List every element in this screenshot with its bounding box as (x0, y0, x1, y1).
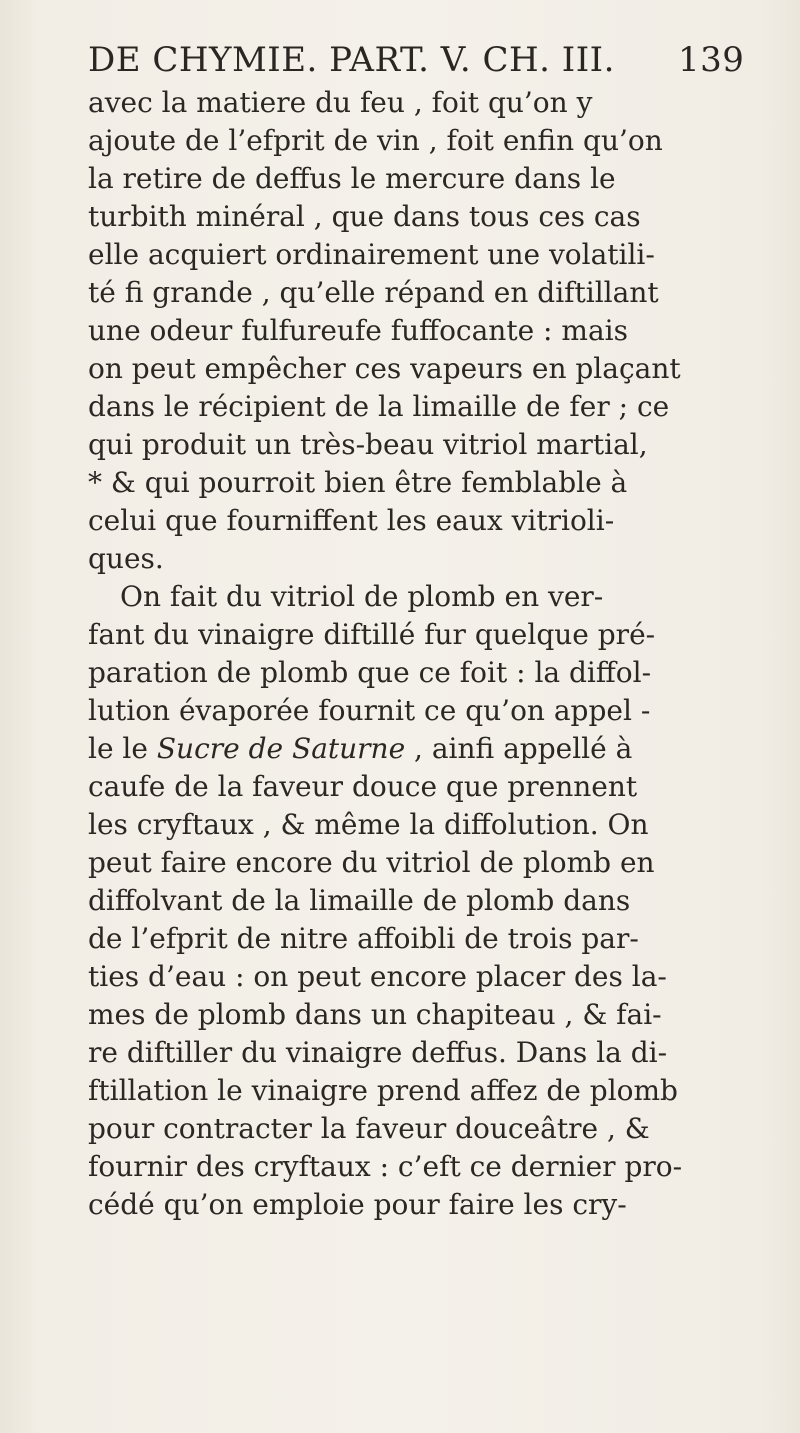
text-line: * & qui pourroit bien être femblable à (88, 466, 628, 499)
text-line: la retire de deffus le mercure dans le (88, 162, 616, 195)
text-line: diffolvant de la limaille de plomb dans (88, 884, 631, 917)
page-number: 139 (678, 40, 745, 80)
text-line: fant du vinaigre diftillé fur quelque pré- (88, 618, 656, 651)
text-line: turbith minéral , que dans tous ces cas (88, 200, 641, 233)
text-line: celui que fourniffent les eaux vitrioli- (88, 504, 615, 537)
text-line: ties d’eau : on peut encore placer des la- (88, 960, 667, 993)
text-line: peut faire encore du vitriol de plomb en (88, 846, 655, 879)
text-line: té fi grande , qu’elle répand en diftillant (88, 276, 659, 309)
text-line: dans le récipient de la limaille de fer ; ce (88, 390, 670, 423)
text-line: elle acquiert ordinairement une volatili- (88, 238, 655, 271)
text-line: paration de plomb que ce foit : la diffol- (88, 656, 652, 689)
text-line: ftillation le vinaigre prend affez de plomb (88, 1074, 678, 1107)
body-text (88, 84, 738, 1224)
text-line: ques. (88, 542, 164, 575)
text-line-with-italic (88, 730, 738, 768)
text-line: on peut empêcher ces vapeurs en plaçant (88, 352, 681, 385)
text-line: de l’efprit de nitre affoibli de trois par- (88, 922, 639, 955)
text-line: les cryftaux , & même la diffolution. On (88, 808, 649, 841)
text-line: cédé qu’on emploie pour faire les cry- (88, 1188, 627, 1221)
line-prefix: le le (88, 732, 157, 765)
text-line: ajoute de l’efprit de vin , foit enfin qu’on (88, 124, 663, 157)
text-line: pour contracter la faveur douceâtre , & (88, 1112, 650, 1145)
text-line: qui produit un très-beau vitriol martial, (88, 428, 648, 461)
text-line: avec la matiere du feu , foit qu’on y (88, 86, 593, 119)
running-title: DE CHYMIE. PART. V. CH. III. (88, 40, 615, 80)
italic-term: Sucre de Saturne (156, 732, 406, 765)
line-suffix: , ainfi appellé à (405, 732, 633, 765)
text-line: mes de plomb dans un chapiteau , & fai- (88, 998, 662, 1031)
paragraph-start-line: On fait du vitriol de plomb en ver- (120, 580, 604, 613)
text-line: lution évaporée fournit ce qu’on appel - (88, 694, 651, 727)
text-line: re diftiller du vinaigre deffus. Dans la di- (88, 1036, 668, 1069)
page-header (88, 40, 745, 84)
text-line: une odeur fulfureufe fuffocante : mais (88, 314, 628, 347)
text-line: caufe de la faveur douce que prennent (88, 770, 638, 803)
text-line: fournir des cryftaux : c’eft ce dernier pro- (88, 1150, 683, 1183)
